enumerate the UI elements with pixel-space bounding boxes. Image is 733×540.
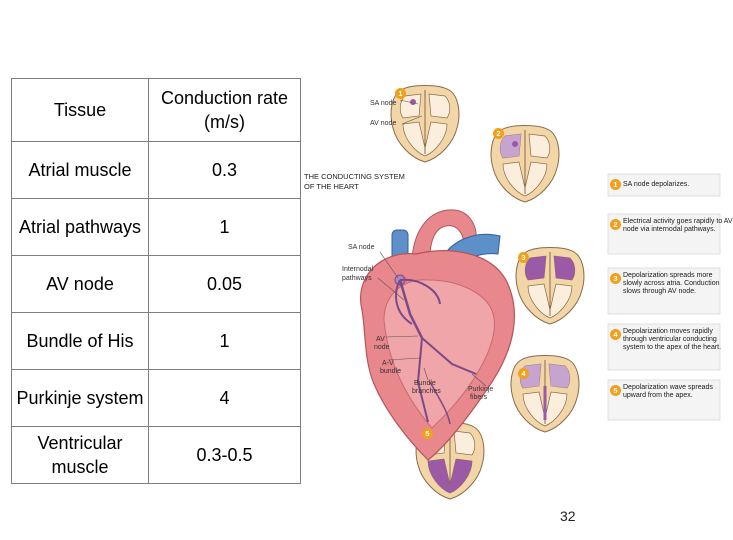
step-caption-2: Electrical activity goes rapidly to AV node via internodal pathways.	[623, 218, 733, 234]
bundle-branches-label-line1: Bundle	[414, 380, 436, 387]
step-badge-5: 5	[422, 428, 433, 439]
caption-badge-5: 5	[610, 385, 621, 396]
table-row	[12, 313, 301, 370]
tissue-cell: Purkinje system	[12, 370, 149, 427]
tissue-cell: Bundle of His	[12, 313, 149, 370]
step-badge-3: 3	[518, 252, 529, 263]
step-badge-4: 4	[518, 368, 529, 379]
step-caption-3: Depolarization spreads more slowly across atria. Conduction slows through AV node.	[623, 272, 720, 296]
table-row	[12, 256, 301, 313]
figure-title-line2: OF THE HEART	[304, 182, 359, 191]
internodal-label-line2: pathways	[342, 275, 372, 282]
av-node-top-label: AV node	[370, 120, 397, 127]
rate-cell: 0.3	[149, 142, 301, 199]
table-header-row	[12, 79, 301, 142]
bundle-branches-label-line2: branches	[412, 388, 441, 395]
step-badge-1: 1	[395, 88, 406, 99]
table-row	[12, 370, 301, 427]
rate-cell: 0.3-0.5	[149, 427, 301, 484]
sa-node-label: SA node	[348, 244, 375, 251]
figure-title-line1: THE CONDUCTING SYSTEM	[304, 172, 405, 181]
header-tissue: Tissue	[12, 79, 149, 142]
av-bundle-label-line1: A-V	[382, 360, 394, 367]
caption-badge-3: 3	[610, 273, 621, 284]
step-caption-5: Depolarization wave spreads upward from the apex.	[623, 384, 713, 400]
av-node-label-line2: node	[374, 344, 390, 351]
caption-badge-4: 4	[610, 329, 621, 340]
step4-heart-diagram	[511, 356, 579, 433]
table-row	[12, 427, 301, 484]
av-node-label-line1: AV	[376, 336, 385, 343]
tissue-cell: AV node	[12, 256, 149, 313]
caption-badge-2: 2	[610, 219, 621, 230]
rate-cell: 4	[149, 370, 301, 427]
tissue-cell: Ventricular muscle	[12, 427, 149, 484]
internodal-label-line1: Internodal	[342, 266, 374, 273]
rate-cell: 0.05	[149, 256, 301, 313]
conduction-rate-table	[11, 78, 301, 484]
step-badge-2: 2	[493, 128, 504, 139]
rate-cell: 1	[149, 313, 301, 370]
page-number: 32	[560, 508, 576, 524]
av-bundle-label-line2: bundle	[380, 368, 402, 375]
step-caption-1: SA node depolarizes.	[623, 181, 690, 188]
header-conduction-rate: Conduction rate (m/s)	[149, 79, 301, 142]
purkinje-label-line1: Purkinje	[468, 386, 494, 393]
rate-cell: 1	[149, 199, 301, 256]
caption-badge-1: 1	[610, 179, 621, 190]
tissue-cell: Atrial muscle	[12, 142, 149, 199]
table-row	[12, 199, 301, 256]
purkinje-label-line2: fibers	[470, 394, 488, 401]
tissue-cell: Atrial pathways	[12, 199, 149, 256]
conducting-system-figure	[300, 82, 733, 502]
step-caption-4: Depolarization moves rapidly through ventricular conducting system to the apex of the heart.	[623, 328, 722, 352]
sa-node-top-label: SA node	[370, 100, 397, 107]
table-row	[12, 142, 301, 199]
